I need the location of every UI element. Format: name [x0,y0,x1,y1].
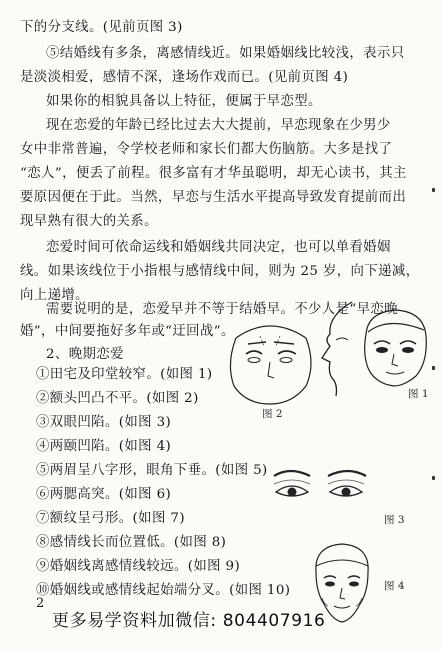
text-line: 如果你的相貌具备以上特征，便属于早恋型。 [46,94,322,109]
list-item: ④两颐凹陷。(如图 4) [36,439,172,454]
list-item: ②额头凹凸不平。(如图 2) [36,391,199,406]
text-line: 线。如果该线位于小指根与感情线中间，则为 25 岁，向下递减， [20,264,420,279]
list-item: ③双眼凹陷。(如图 3) [36,415,172,430]
text-line: 恋爱时间可依命运线和婚姻线共同决定，也可以单看婚姻 [46,240,391,255]
figure-3-eyes-illustration [270,468,370,508]
list-item: ①田宅及印堂较窄。(如图 1) [36,367,213,382]
figure-1-face-illustration [222,318,318,406]
text-line: 是淡淡相爱，感情不深，逢场作戏而已。(见前页图 4) [20,70,349,85]
list-item: ⑤两眉呈八字形，眼角下垂。(如图 5) [36,463,268,478]
figure-2-caption: 图 2 [262,408,283,420]
scan-speck [432,366,435,370]
scan-speck [432,188,435,192]
text-line: 现早熟有很大的关系。 [20,214,158,229]
text-line: 下的分支线。(见前页图 3) [20,20,183,35]
text-line: 婚”，中间要拖好多年或“迂回战”。 [20,324,235,339]
list-item: ⑩婚姻线或感情线起始端分叉。(如图 10) [36,583,291,598]
text-line: 女中非常普遍，令学校老师和家长们都大伤脑筋。大多是找了 [20,142,393,157]
figure-3-caption: 图 3 [384,514,405,526]
list-item: ⑧感情线长而位置低。(如图 8) [36,535,227,550]
figure-4-caption: 图 4 [384,580,405,592]
text-line: “恋人”，便丢了前程。很多富有才华虽聪明，却无心读书，其主 [20,166,407,181]
figure-2-profile-illustration [318,300,358,400]
list-item: ⑨婚姻线离感情线较远。(如图 9) [36,559,241,574]
section-heading: 2、晚期恋爱 [46,347,124,362]
page-number: 2 [36,596,45,611]
text-line: 现在恋爱的年龄已经比过去大大提前，早恋现象在少男少 [46,118,391,133]
text-line: 要原因便在于此。当然，早恋与生活水平提高导致发育提前而出 [20,190,407,205]
figure-1b-face-illustration [358,306,432,388]
text-line: ⑤结婚线有多条，离感情线近。如果婚姻线比较浅，表示只 [46,46,405,61]
footer-contact-note: 更多易学资料加微信: 804407916 [52,611,326,631]
list-item: ⑥两腮高突。(如图 6) [36,487,172,502]
scan-speck [432,476,435,480]
figure-1-caption: 图 1 [408,388,429,400]
text-line: 需要说明的是，恋爱早并不等于结婚早。不少人是“早恋晚 [46,302,399,317]
list-item: ⑦额纹呈弓形。(如图 7) [36,511,185,526]
text-line: 向上递增。 [20,288,89,303]
